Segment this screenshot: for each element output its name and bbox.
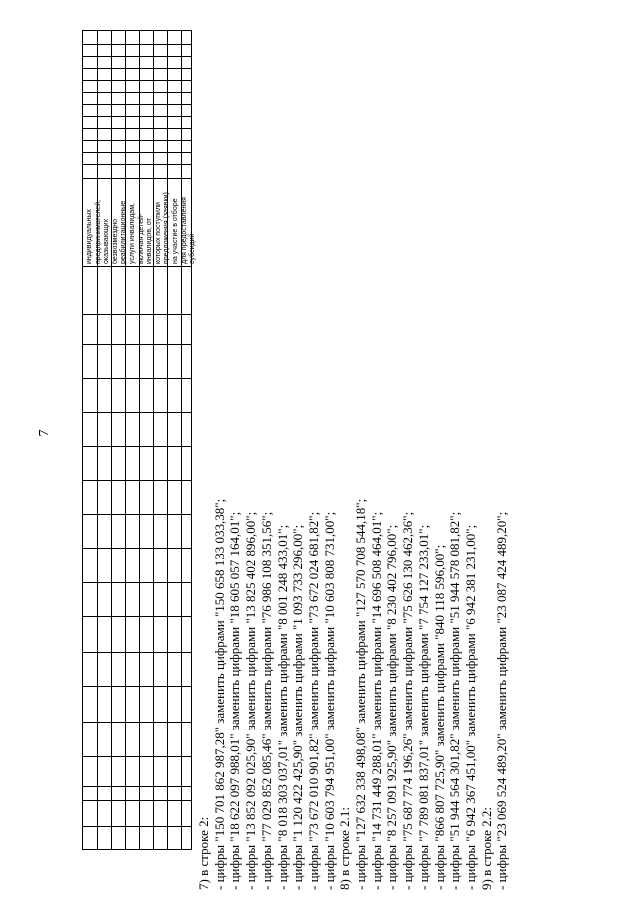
table-col-line [83, 378, 191, 379]
amendment-line: - цифры "73 672 010 901,82" заменить цифрами "73 672 024 681,82"; [305, 511, 321, 890]
table-grid [82, 30, 197, 850]
rotated-table [82, 30, 197, 850]
table-col-line [83, 582, 191, 583]
table-col-line [83, 686, 191, 687]
amendment-line: - цифры "75 687 774 196,26" заменить цифрами "75 626 130 462,36"; [400, 511, 416, 890]
table-row-line [181, 31, 182, 849]
amendment-line: - цифры "8 257 091 925,90" заменить цифрами "8 230 402 796,00"; [384, 524, 400, 890]
amendment-line: - цифры "150 701 862 987,28" заменить цифрами "150 658 133 033,38"; [211, 498, 227, 890]
amendment-line: - цифры "8 018 303 037,01" заменить цифрами "8 001 248 433,01"; [274, 524, 290, 890]
amendment-line: - цифры "23 069 524 489,20" заменить цифрами "23 087 424 489,20"; [494, 511, 510, 890]
amendment-line: - цифры "6 942 367 451,00" заменить цифрами "6 942 381 231,00"; [462, 524, 478, 890]
amendment-line: - цифры "7 789 081 837,01" заменить цифрами "7 754 127 233,01"; [415, 524, 431, 890]
table-row-line [139, 31, 140, 849]
table-row-line [111, 31, 112, 849]
table-col-line [83, 652, 191, 653]
table-col-line [83, 266, 191, 267]
table-col-line [83, 80, 191, 81]
page-number: 7 [37, 429, 52, 437]
table-col-line [83, 152, 191, 153]
table-row-line [125, 31, 126, 849]
amendment-line: - цифры "10 603 794 951,00" заменить цифрами "10 603 808 731,00"; [321, 511, 337, 890]
table-col-line [83, 164, 191, 165]
amendment-line: - цифры "1 120 422 425,90" заменить цифрами "1 093 733 296,00"; [290, 524, 306, 890]
amendment-line: - цифры "77 029 852 085,46" заменить цифрами "76 986 108 351,56"; [258, 511, 274, 890]
amendment-line: - цифры "127 632 338 498,08" заменить цифрами "127 570 708 544,18"; [353, 498, 369, 890]
amendments-text [196, 330, 556, 890]
section-heading: 7) в строке 2: [196, 816, 211, 890]
table-col-line [83, 104, 191, 105]
table-col-line [83, 446, 191, 447]
amendments-block [196, 330, 556, 890]
table-col-line [83, 314, 191, 315]
table-col-line [83, 412, 191, 413]
table-col-line [83, 756, 191, 757]
amendment-line: - цифры "866 807 725,90" заменить цифрами "840 118 596,00"; [431, 544, 447, 890]
table-row-line [153, 31, 154, 849]
table-col-line [83, 826, 191, 827]
table-col-line [83, 116, 191, 117]
amendment-line: - цифры "18 622 097 988,01" заменить цифрами "18 605 057 164,01"; [227, 511, 243, 890]
table-col-line [83, 514, 191, 515]
table-col-line [83, 722, 191, 723]
amendment-line: - цифры "14 731 449 288,01" заменить цифрами "14 696 508 464,01"; [368, 511, 384, 890]
table-col-line [83, 128, 191, 129]
table-row-line [97, 31, 98, 849]
table-cell-text: индивидуальных предпринимателей, оказывающих безвозмездно реабилитационные услуги инвалидам, включая детей- инвалидов, от которых поступили предложения (заявки) на участие в отборе для предоставления субсидий [86, 192, 197, 264]
table-col-line [83, 786, 191, 787]
table-col-line [83, 140, 191, 141]
table-col-line [83, 178, 191, 179]
table-col-line [83, 548, 191, 549]
table-col-line [83, 616, 191, 617]
amendment-line: - цифры "51 944 564 301,82" заменить цифрами "51 944 578 081,82"; [447, 511, 463, 890]
table-col-line [83, 92, 191, 93]
table-col-line [83, 480, 191, 481]
amendment-line: - цифры "13 852 092 025,90" заменить цифрами "13 825 402 896,00"; [243, 511, 259, 890]
table-col-line [83, 56, 191, 57]
table-col-line [83, 68, 191, 69]
table-col-line [83, 44, 191, 45]
table-col-line [83, 800, 191, 801]
table-row-line [167, 31, 168, 849]
section-heading: 9) в строке 2.2: [478, 807, 494, 890]
table-col-line [83, 344, 191, 345]
section-heading: 8) в строке 2.1: [337, 807, 353, 890]
